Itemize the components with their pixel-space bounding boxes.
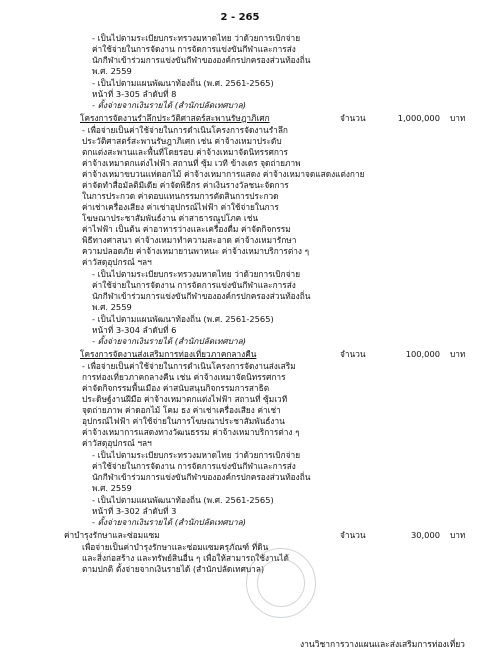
text-line: ค่าจ้างเหมาการแสดงทางวัฒนธรรม ค่าจ้างเหมาบริการต่าง ๆ [82, 427, 300, 437]
text-line: นักกีฬาเข้าร่วมการแข่งขันกีฬาขององค์กรปกครองส่วนท้องถิ่น [92, 472, 311, 482]
text-line: การท่องเที่ยวภาคกลางคืน เช่น ค่าจ้างเหมาจัดนิทรรศการ [82, 372, 286, 382]
project-title: โครงการจัดงานส่งเสริมการท่องเที่ยวภาคกลางคืน [80, 349, 257, 359]
text-line: พิธีทางศาสนา ค่าจ้างเหมาทำความสะอาด ค่าจ้างเหมารักษา [82, 235, 297, 245]
text-line: พ.ศ. 2559 [92, 483, 132, 493]
amount-unit: บาท [450, 530, 466, 540]
text-line: - เป็นไปตามระเบียบกระทรวงมหาดไทย ว่าด้วยการเบิกจ่าย [92, 450, 301, 460]
text-line: และสิ่งก่อสร้าง และทรัพย์สินอื่น ๆ เพื่อให้สามารถใช้งานได้ [82, 553, 289, 563]
text-line: - ตั้งจ่ายจากเงินรายได้ (สำนักปลัดเทศบาล) [92, 336, 246, 346]
text-line: ค่าวัสดุอุปกรณ์ ฯลฯ [82, 438, 152, 448]
section-title: ค่าบำรุงรักษาและซ่อมแซม [64, 530, 160, 540]
text-line: หน้าที่ 3-302 ลำดับที่ 3 [92, 506, 177, 516]
text-line: ค่าใช้จ่ายในการจัดงาน การจัดการแข่งขันกีฬาและการส่ง [92, 461, 296, 471]
text-line: เพื่อจ่ายเป็นค่าบำรุงรักษาและซ่อมแซมครุภัณฑ์ ที่ดิน [82, 542, 269, 552]
text-line: ตกแต่งสะพานและพื้นที่โดยรอบ ค่าจ้างเหมาจัดนิทรรศการ [82, 147, 288, 157]
text-line: นักกีฬาเข้าร่วมการแข่งขันกีฬาขององค์กรปกครองส่วนท้องถิ่น [92, 55, 311, 65]
seal-watermark-icon [246, 548, 316, 618]
text-line: หน้าที่ 3-304 ลำดับที่ 6 [92, 325, 177, 335]
text-line: - เป็นไปตามแผนพัฒนาท้องถิ่น (พ.ศ. 2561-2565) [92, 495, 274, 505]
text-line: อุปกรณ์ไฟฟ้า ค่าใช้จ่ายในการโฆษณาประชาสัมพันธ์งาน [82, 416, 285, 426]
text-line: ประดิษฐ์งานฝีมือ ค่าจ้างเหมาตกแต่งไฟฟ้า สถานที่ ซุ้มเวที [82, 394, 288, 404]
text-line: - เป็นไปตามระเบียบกระทรวงมหาดไทย ว่าด้วยการเบิกจ่าย [92, 269, 301, 279]
text-line: ค่าใช้จ่ายในการจัดงาน การจัดการแข่งขันกีฬาและการส่ง [92, 44, 296, 54]
footer-department: งานวิชาการวางแผนและส่งเสริมการท่องเที่ยว [300, 640, 465, 650]
text-line: - เพื่อจ่ายเป็นค่าใช้จ่ายในการดำเนินโครงการจัดงานรำลึก [82, 125, 288, 135]
text-line: พ.ศ. 2559 [92, 66, 132, 76]
page-number: 2 - 265 [220, 12, 260, 23]
text-line: - ตั้งจ่ายจากเงินรายได้ (สำนักปลัดเทศบาล) [92, 517, 246, 527]
text-line: นักกีฬาเข้าร่วมการแข่งขันกีฬาขององค์กรปกครองส่วนท้องถิ่น [92, 291, 311, 301]
text-line: จุดถ่ายภาพ ค่าดอกไม้ โคม ธง ค่าเช่าเครื่องเสียง ค่าเช่า [82, 405, 281, 415]
text-line: ค่าจ้างเหมาตกแต่งไฟฟ้า สถานที่ ซุ้ม เวที ข้างเดร จุดถ่ายภาพ [82, 158, 301, 168]
text-line: - เพื่อจ่ายเป็นค่าใช้จ่ายในการดำเนินโครงการจัดงานส่งเสริม [82, 361, 296, 371]
amount-value: 1,000,000 [397, 113, 440, 123]
text-line: ในการประกวด ค่าตอบแทนกรรมการตัดสินการประกวด [82, 191, 279, 201]
text-line: โฆษณาประชาสัมพันธ์งาน ค่าสาธารณูปโภค เช่น [82, 213, 258, 223]
project-title: โครงการจัดงานรำลึกประวัติศาสตร์สะพานรัษฎาภิเศก [80, 113, 270, 123]
text-line: - เป็นไปตามแผนพัฒนาท้องถิ่น (พ.ศ. 2561-2565) [92, 314, 274, 324]
amount-label: จำนวน [340, 530, 366, 540]
amount-label: จำนวน [340, 349, 366, 359]
text-line: ค่าจัดกิจกรรมพื้นเมือง ค่าสนับสนุนกิจกรรมการสาธิต [82, 383, 270, 393]
amount-label: จำนวน [340, 113, 366, 123]
text-line: - เป็นไปตามแผนพัฒนาท้องถิ่น (พ.ศ. 2561-2565) [92, 78, 274, 88]
text-line: ค่าเช่าเครื่องเสียง ค่าเช่าอุปกรณ์ไฟฟ้า ค่าใช้จ่ายในการ [82, 202, 279, 212]
text-line: - เป็นไปตามระเบียบกระทรวงมหาดไทย ว่าด้วยการเบิกจ่าย [92, 33, 301, 43]
text-line: ค่าใช้จ่ายในการจัดงาน การจัดการแข่งขันกีฬาและการส่ง [92, 280, 296, 290]
text-line: ค่าจัดทำสื่อมัลติมีเดีย ค่าจัดพิธีกร ค่าเงินรางวัลชนะจัดการ [82, 180, 289, 190]
amount-unit: บาท [450, 349, 466, 359]
text-line: ค่าจ้างเหมาขบวนแห่ดอกไม้ ค่าจ้างเหมาการแสดง ค่าจ้างเหมาจดแสดงแต่งกาย [82, 169, 365, 179]
amount-value: 100,000 [405, 349, 440, 359]
text-line: ค่าวัสดุอุปกรณ์ ฯลฯ [82, 257, 152, 267]
amount-value: 30,000 [410, 530, 440, 540]
text-line: หน้าที่ 3-305 ลำดับที่ 8 [92, 89, 177, 99]
text-line: ความปลอดภัย ค่าจ้างเหมายานพาหนะ ค่าจ้างเหมาบริการต่าง ๆ [82, 246, 310, 256]
amount-unit: บาท [450, 113, 466, 123]
text-line: ค่าไฟฟ้า เป็นต้น ค่าอาหารว่างและเครื่องดื่ม ค่าจัดกิจกรรม [82, 224, 291, 234]
text-line: - ตั้งจ่ายจากเงินรายได้ (สำนักปลัดเทศบาล) [92, 100, 246, 110]
text-line: ประวัติศาสตร์สะพานรัษฎาภิเศก เช่น ค่าจ้างเหมาประดับ [82, 136, 282, 146]
text-line: ตามปกติ ตั้งจ่ายจากเงินรายได้ (สำนักปลัดเทศบาล) [82, 564, 265, 574]
text-line: พ.ศ. 2559 [92, 302, 132, 312]
